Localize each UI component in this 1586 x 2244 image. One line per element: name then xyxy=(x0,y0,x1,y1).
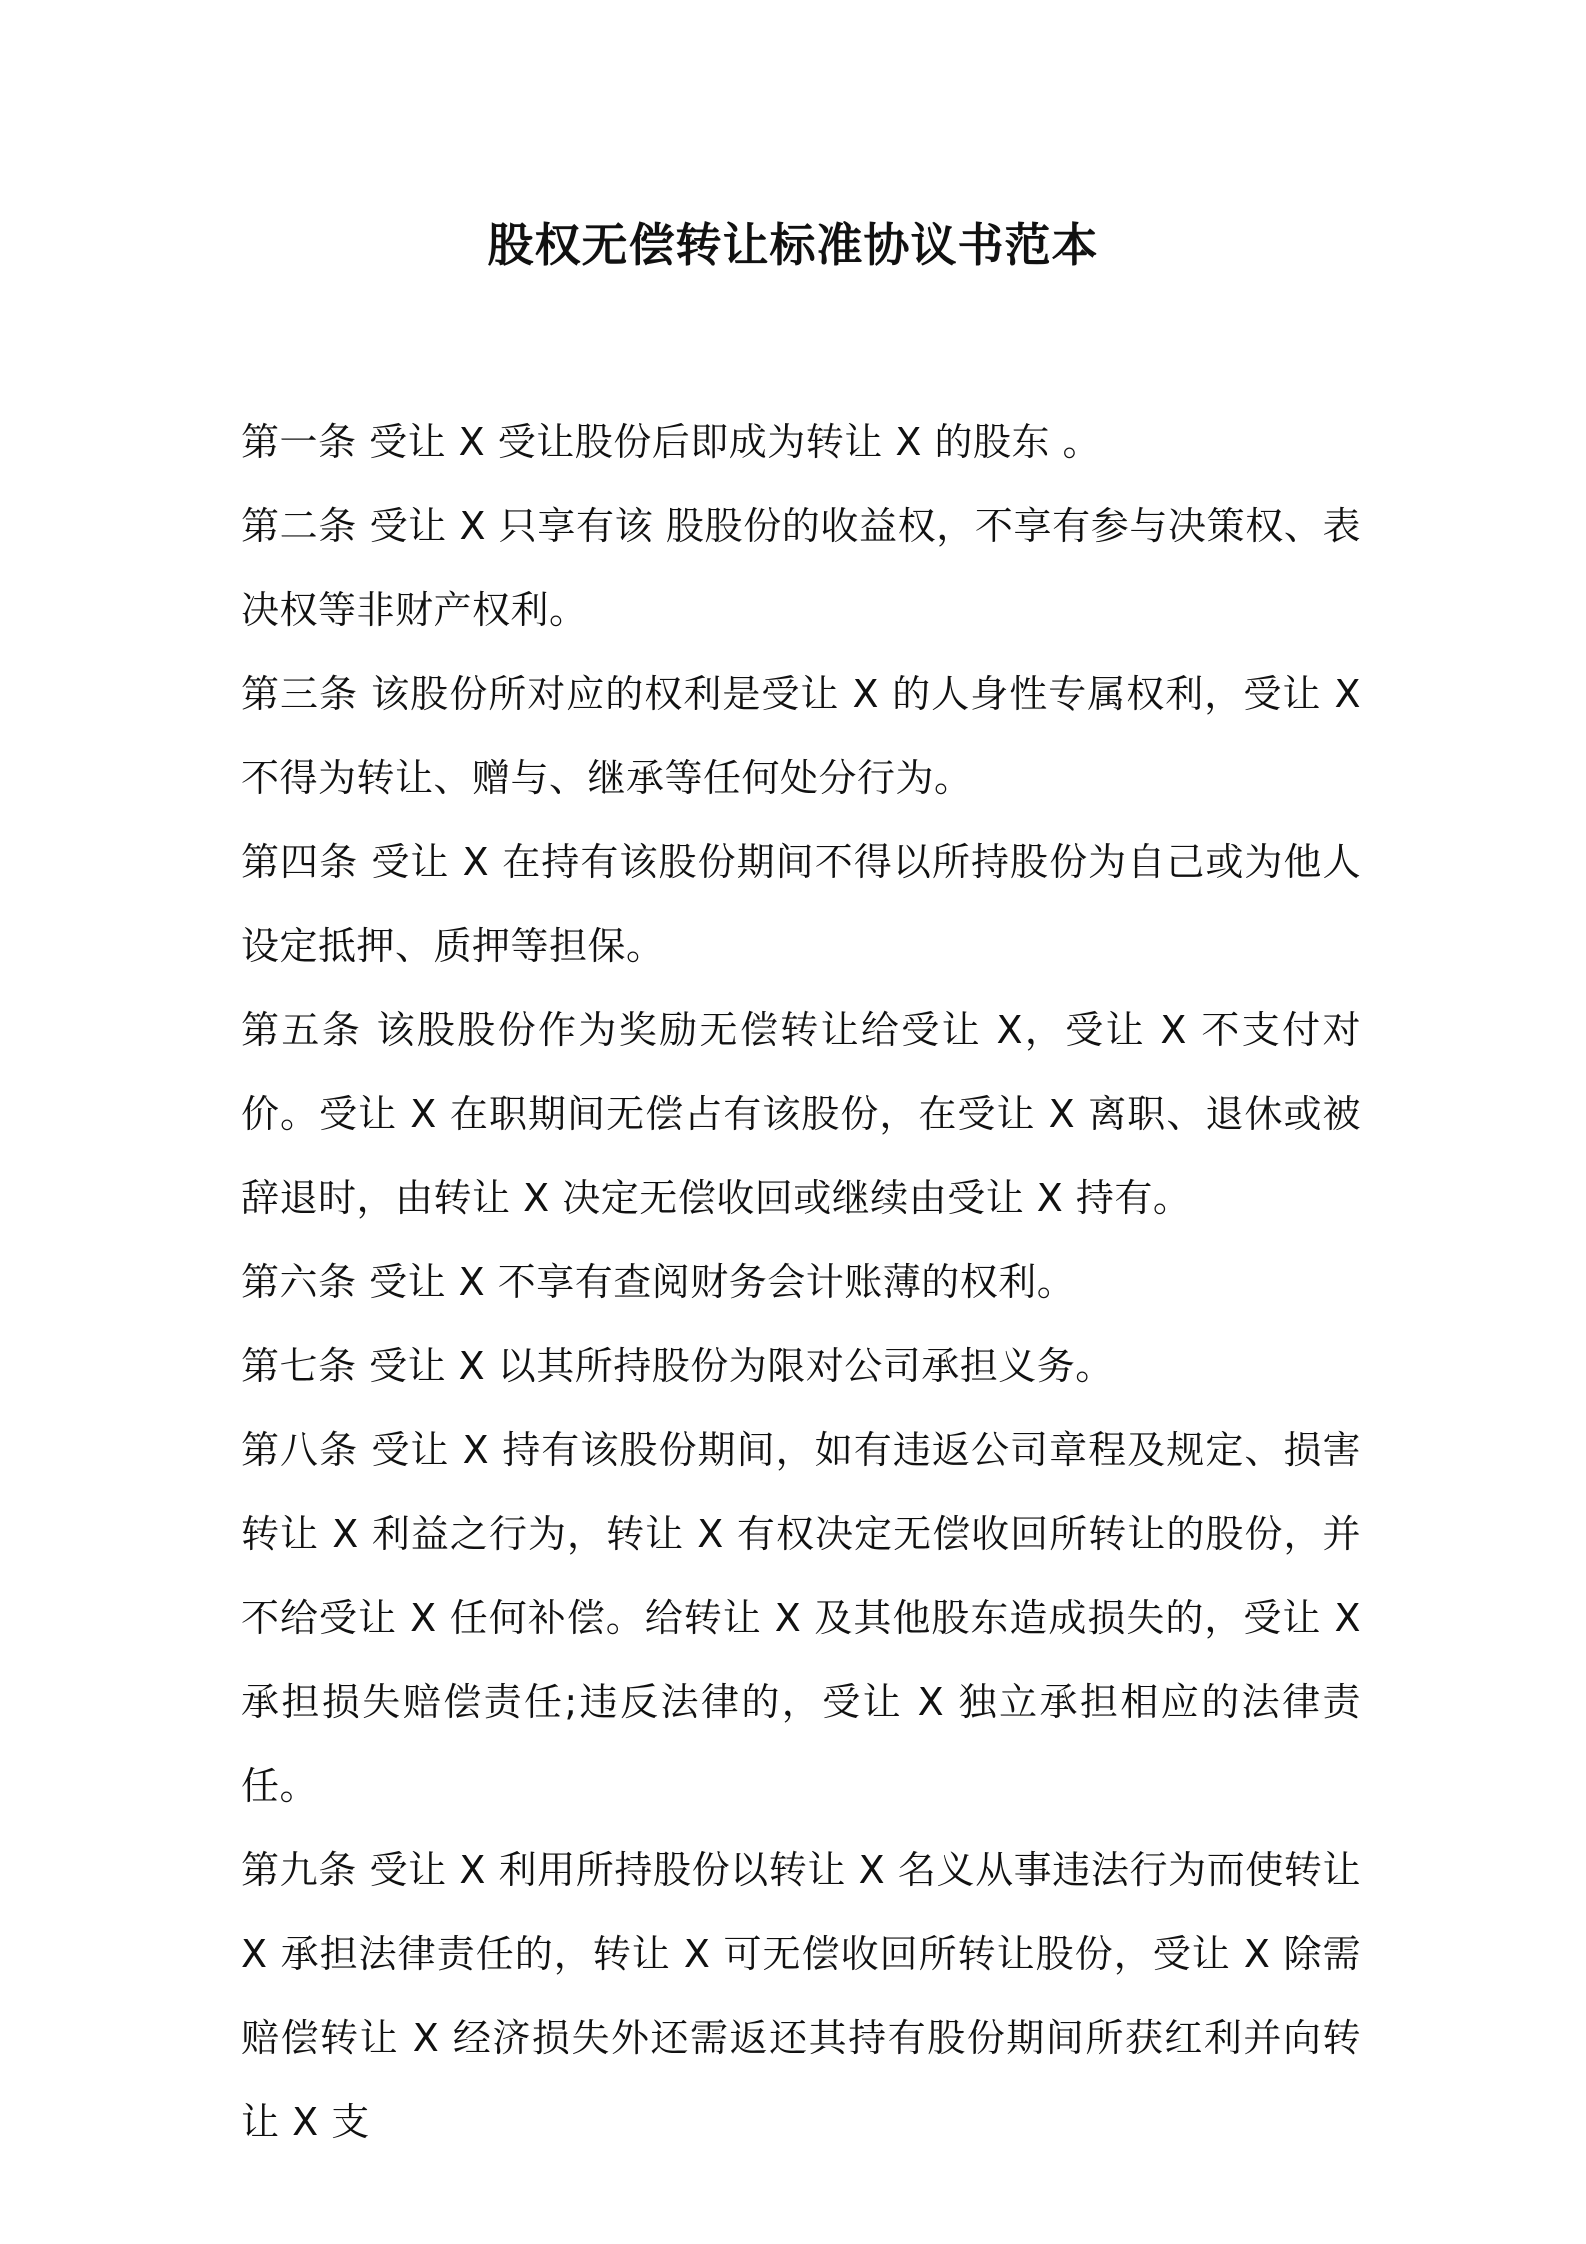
article-2: 第二条 受让 X 只享有该 股股份的收益权，不享有参与决策权、表决权等非财产权利。 xyxy=(241,504,1361,632)
document-title: 股权无偿转让标准协议书范本 xyxy=(487,218,1099,272)
article-3: 第三条 该股份所对应的权利是受让 X 的人身性专属权利，受让 X 不得为转让、赠与、继承等任何处分行为。 xyxy=(241,672,1361,800)
article-7: 第七条 受让 X 以其所持股份为限对公司承担义务。 xyxy=(241,1344,1114,1388)
article-5: 第五条 该股股份作为奖励无偿转让给受让 X，受让 X 不支付对价。受让 X 在职期间无偿占有该股份，在受让 X 离职、退休或被辞退时，由转让 X 决定无偿收回或继续由受让 X 持有。 xyxy=(241,1008,1361,1220)
article-9: 第九条 受让 X 利用所持股份以转让 X 名义从事违法行为而使转让 X 承担法律责任的，转让 X 可无偿收回所转让股份，受让 X 除需赔偿转让 X 经济损失外还需返还其持有股份期间所获红利并向转让 X 支 xyxy=(241,1848,1361,2144)
article-6: 第六条 受让 X 不享有查阅财务会计账薄的权利。 xyxy=(241,1260,1076,1304)
article-4: 第四条 受让 X 在持有该股份期间不得以所持股份为自己或为他人设定抵押、质押等担保。 xyxy=(241,840,1361,968)
article-1: 第一条 受让 X 受让股份后即成为转让 X 的股东 。 xyxy=(241,420,1102,464)
article-8: 第八条 受让 X 持有该股份期间，如有违返公司章程及规定、损害转让 X 利益之行为，转让 X 有权决定无偿收回所转让的股份，并不给受让 X 任何补偿。给转让 X 及其他股东造成损失的，受让 X 承担损失赔偿责任;违反法律的，受让 X 独立承担相应的法律责任。 xyxy=(241,1428,1361,1808)
document-body xyxy=(241,400,1361,2164)
